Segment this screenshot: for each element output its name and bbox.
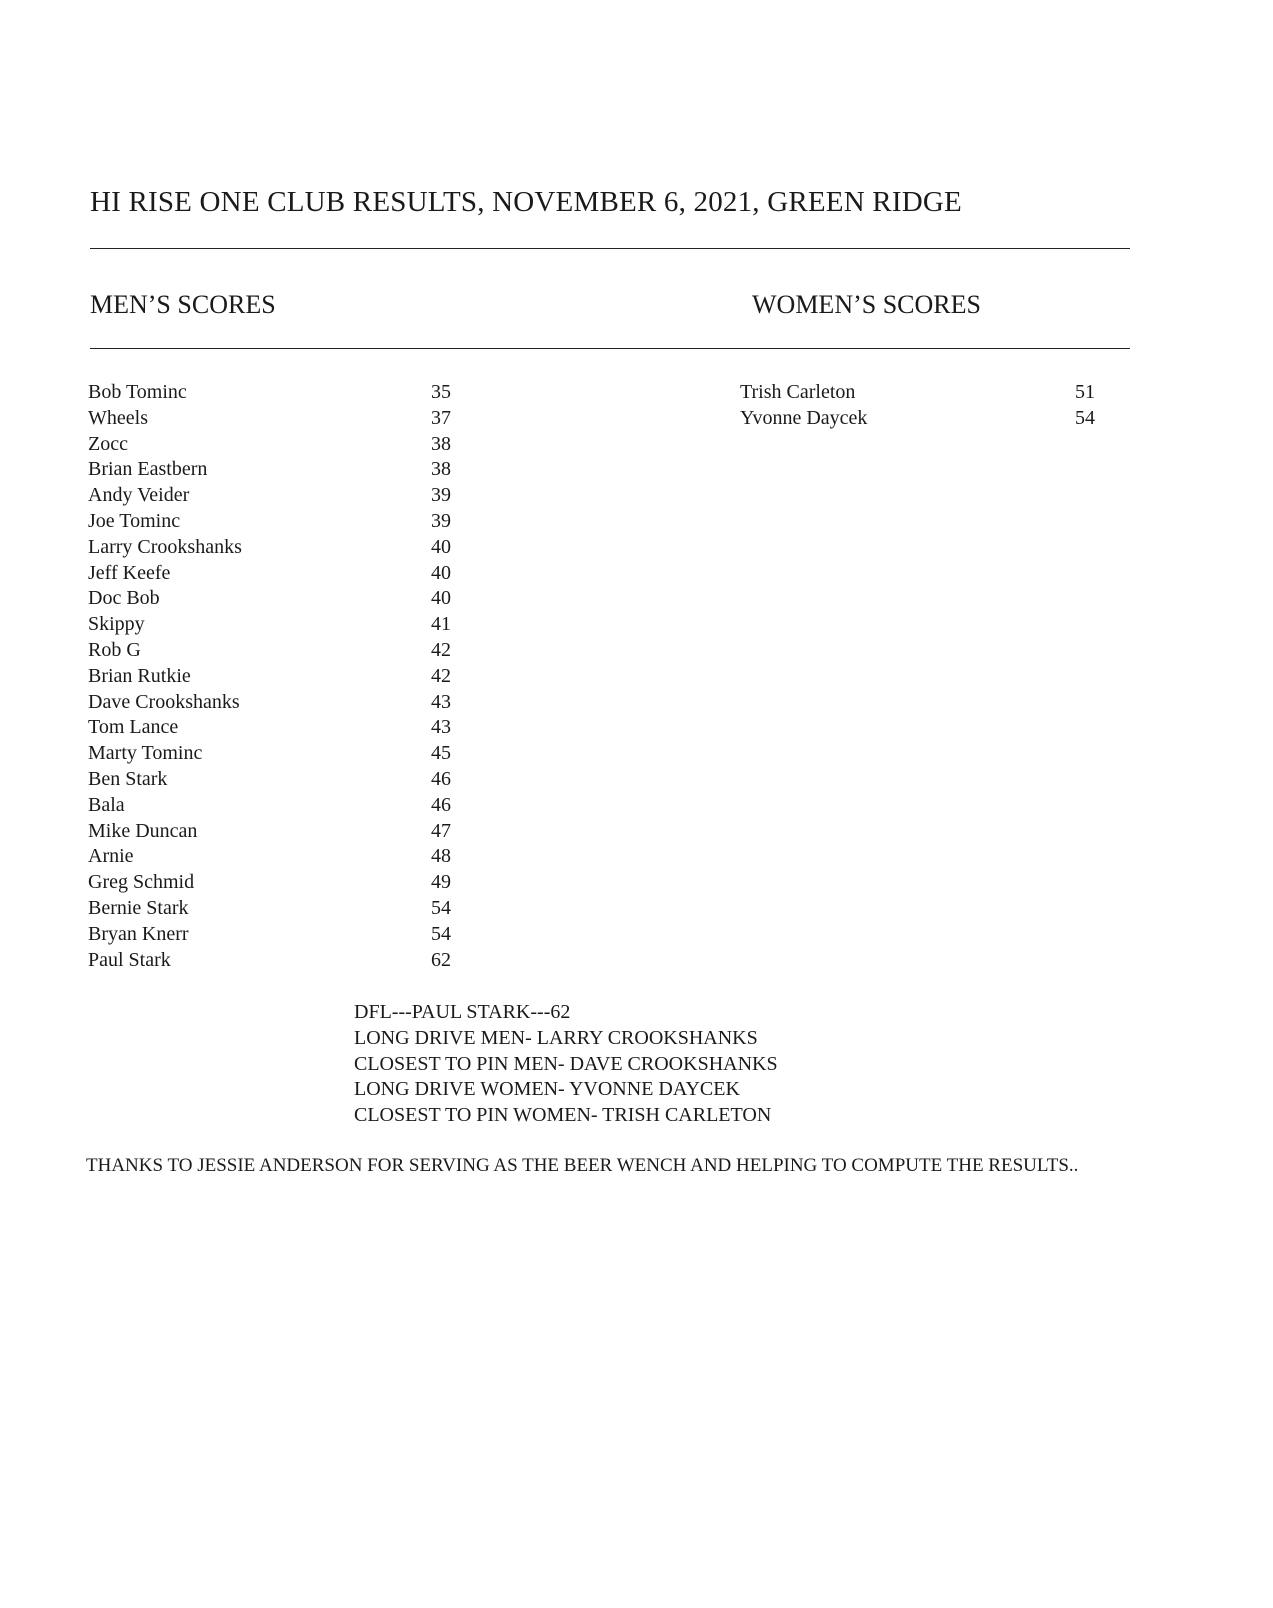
score-row xyxy=(88,535,468,561)
player-score: 37 xyxy=(431,406,451,429)
score-row xyxy=(88,509,468,535)
page-title: HI RISE ONE CLUB RESULTS, NOVEMBER 6, 2021, GREEN RIDGE xyxy=(90,186,962,218)
player-name: Arnie xyxy=(88,845,134,868)
player-score: 41 xyxy=(431,613,451,636)
player-score: 47 xyxy=(431,819,451,842)
player-score: 54 xyxy=(431,922,451,945)
player-score: 51 xyxy=(1075,381,1095,403)
score-row xyxy=(88,380,468,406)
awards-list xyxy=(354,1000,778,1129)
player-score: 38 xyxy=(431,432,451,455)
title-divider xyxy=(90,248,1130,249)
player-name: Mike Duncan xyxy=(88,819,198,842)
score-row xyxy=(740,380,1100,406)
score-row xyxy=(88,664,468,690)
player-score: 46 xyxy=(431,767,451,790)
score-row xyxy=(88,767,468,793)
player-name: Ben Stark xyxy=(88,767,168,790)
player-name: Trish Carleton xyxy=(740,381,856,403)
score-row xyxy=(88,844,468,870)
player-score: 40 xyxy=(431,561,451,584)
score-row xyxy=(88,793,468,819)
score-row xyxy=(88,432,468,458)
award-line: CLOSEST TO PIN WOMEN- TRISH CARLETON xyxy=(354,1104,772,1127)
player-name: Andy Veider xyxy=(88,484,190,507)
score-row xyxy=(88,896,468,922)
score-row xyxy=(740,406,1100,432)
player-name: Paul Stark xyxy=(88,948,171,971)
player-name: Dave Crookshanks xyxy=(88,690,240,713)
player-name: Marty Tominc xyxy=(88,742,203,765)
score-row xyxy=(88,715,468,741)
award-line: LONG DRIVE MEN- LARRY CROOKSHANKS xyxy=(354,1026,758,1049)
heading-divider xyxy=(90,348,1130,349)
score-row xyxy=(88,948,468,974)
award-line: CLOSEST TO PIN MEN- DAVE CROOKSHANKS xyxy=(354,1052,778,1075)
score-row xyxy=(88,457,468,483)
player-score: 45 xyxy=(431,742,451,765)
womens-score-list xyxy=(740,380,1100,432)
award-line: DFL---PAUL STARK---62 xyxy=(354,1001,571,1023)
player-score: 54 xyxy=(1075,406,1095,429)
score-row xyxy=(88,561,468,587)
player-score: 62 xyxy=(431,948,451,971)
player-score: 40 xyxy=(431,587,451,610)
player-score: 42 xyxy=(431,664,451,687)
award-line: LONG DRIVE WOMEN- YVONNE DAYCEK xyxy=(354,1078,740,1101)
score-row xyxy=(88,819,468,845)
score-row xyxy=(88,922,468,948)
player-score: 35 xyxy=(431,381,451,403)
player-name: Joe Tominc xyxy=(88,509,181,532)
player-name: Larry Crookshanks xyxy=(88,535,242,558)
player-name: Bala xyxy=(88,793,125,816)
player-name: Bryan Knerr xyxy=(88,922,189,945)
player-name: Doc Bob xyxy=(88,587,160,610)
womens-scores-heading: WOMEN’S SCORES xyxy=(752,290,981,319)
player-name: Bernie Stark xyxy=(88,896,189,919)
score-row xyxy=(88,483,468,509)
player-score: 42 xyxy=(431,638,451,661)
score-row xyxy=(88,690,468,716)
score-row xyxy=(88,612,468,638)
player-score: 48 xyxy=(431,845,451,868)
score-row xyxy=(88,406,468,432)
player-name: Yvonne Daycek xyxy=(740,406,868,429)
score-row xyxy=(88,586,468,612)
player-score: 43 xyxy=(431,716,451,739)
player-name: Wheels xyxy=(88,406,148,429)
player-score: 49 xyxy=(431,871,451,894)
player-name: Jeff Keefe xyxy=(88,561,171,584)
player-name: Bob Tominc xyxy=(88,381,187,403)
score-row xyxy=(88,638,468,664)
player-score: 46 xyxy=(431,793,451,816)
player-name: Zocc xyxy=(88,432,128,455)
mens-score-list xyxy=(88,380,468,973)
player-name: Rob G xyxy=(88,638,141,661)
score-row xyxy=(88,870,468,896)
mens-scores-heading: MEN’S SCORES xyxy=(90,290,276,319)
thanks-note: THANKS TO JESSIE ANDERSON FOR SERVING AS THE BEER WENCH AND HELPING TO COMPUTE THE RESULTS.. xyxy=(86,1155,1079,1176)
player-name: Brian Eastbern xyxy=(88,458,208,481)
player-score: 38 xyxy=(431,458,451,481)
player-score: 39 xyxy=(431,484,451,507)
player-name: Greg Schmid xyxy=(88,871,195,894)
score-row xyxy=(88,741,468,767)
player-score: 40 xyxy=(431,535,451,558)
player-score: 43 xyxy=(431,690,451,713)
player-name: Brian Rutkie xyxy=(88,664,191,687)
player-score: 39 xyxy=(431,509,451,532)
player-name: Tom Lance xyxy=(88,716,179,739)
player-name: Skippy xyxy=(88,613,145,636)
player-score: 54 xyxy=(431,896,451,919)
